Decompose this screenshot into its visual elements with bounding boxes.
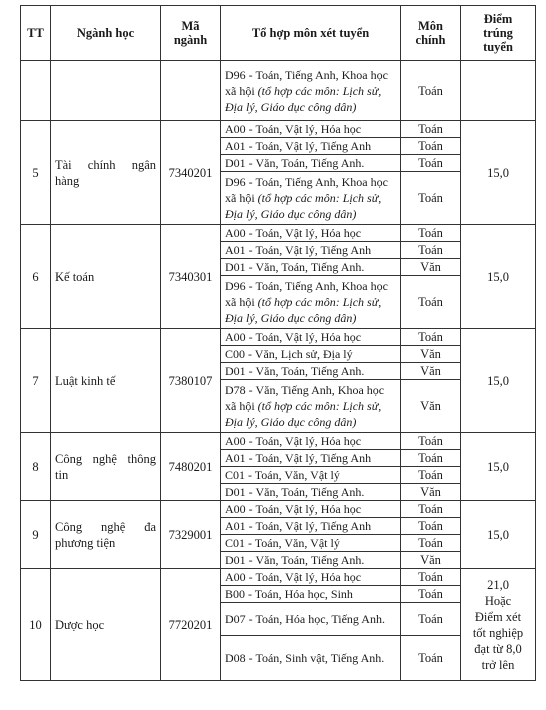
combo-note: (tổ hợp các môn: Lịch sử, Địa lý, Giáo dục công dân) — [225, 191, 382, 221]
admission-score-table — [20, 5, 536, 681]
cell-major-code: 7329001 — [161, 501, 221, 569]
score-line: Điểm xét — [474, 609, 522, 624]
combo-text: D07 - Toán, Hóa học, Tiếng Anh. — [225, 612, 385, 626]
cell-admission-score: 15,0 — [461, 433, 536, 501]
cell-main-subject: Toán — [401, 501, 461, 518]
cell-main-subject: Văn — [401, 363, 461, 380]
table-row — [21, 569, 536, 586]
score-line: tốt nghiệp — [472, 625, 524, 640]
combo-text: A01 - Toán, Vật lý, Tiếng Anh — [225, 243, 372, 257]
combo-text: A00 - Toán, Vật lý, Hóa học — [225, 330, 362, 344]
table-row — [21, 121, 536, 138]
cell-main-subject: Toán — [401, 569, 461, 586]
header-main-subject — [401, 6, 461, 61]
cell-combo — [221, 242, 401, 259]
cell-major-name: Công nghệ đa phương tiện — [51, 501, 161, 569]
header-score-line3: tuyển — [483, 40, 513, 54]
score-line: trở lên — [481, 657, 515, 672]
cell-combo — [221, 636, 401, 681]
combo-text: D96 - Toán, Tiếng Anh, Khoa học xã hội — [225, 175, 388, 205]
cell-main-subject: Toán — [401, 586, 461, 603]
combo-text: A00 - Toán, Vật lý, Hóa học — [225, 502, 362, 516]
cell-major-name: Luật kinh tế — [51, 329, 161, 433]
cell-combo — [221, 121, 401, 138]
header-score-line1: Điểm — [483, 12, 513, 26]
table-row — [21, 225, 536, 242]
cell-main-subject: Toán — [401, 155, 461, 172]
cell-main-subject: Toán — [401, 61, 461, 121]
cell-combo — [221, 603, 401, 636]
cell-main-subject: Toán — [401, 535, 461, 552]
cell-major-code: 7340301 — [161, 225, 221, 329]
table-row — [21, 433, 536, 450]
combo-text: A00 - Toán, Vật lý, Hóa học — [225, 122, 362, 136]
cell-main-subject: Văn — [401, 484, 461, 501]
cell-major-name: Tài chính ngân hàng — [51, 121, 161, 225]
cell-combo — [221, 535, 401, 552]
cell-admission-score — [461, 569, 536, 681]
cell-main-subject: Toán — [401, 329, 461, 346]
cell-main-subject: Toán — [401, 121, 461, 138]
cell-tt: 8 — [21, 433, 51, 501]
combo-text: C01 - Toán, Văn, Vật lý — [225, 468, 340, 482]
cell-combo — [221, 484, 401, 501]
cell-combo — [221, 259, 401, 276]
cell-admission-score: 15,0 — [461, 225, 536, 329]
cell-main-subject: Văn — [401, 346, 461, 363]
header-code-line1: Mã — [181, 19, 200, 33]
cell-main-subject: Toán — [401, 518, 461, 535]
cell-combo — [221, 172, 401, 225]
cell-combo — [221, 276, 401, 329]
combo-note: (tổ hợp các môn: Lịch sử, Địa lý, Giáo dục công dân) — [225, 83, 382, 114]
cell-code-empty — [161, 61, 221, 121]
cell-main-subject: Toán — [401, 450, 461, 467]
cell-combo — [221, 450, 401, 467]
cell-main-subject: Toán — [401, 172, 461, 225]
table-header-row — [21, 6, 536, 61]
cell-score-empty — [461, 61, 536, 121]
cell-major-code: 7380107 — [161, 329, 221, 433]
cell-combo — [221, 552, 401, 569]
cell-main-subject: Toán — [401, 603, 461, 636]
header-tt: TT — [21, 6, 51, 61]
cell-tt: 7 — [21, 329, 51, 433]
score-line: đạt từ 8,0 — [474, 641, 522, 656]
cell-major-name: Kế toán — [51, 225, 161, 329]
combo-text: D01 - Văn, Toán, Tiếng Anh. — [225, 156, 365, 170]
cell-combo — [221, 380, 401, 433]
combo-text: A00 - Toán, Vật lý, Hóa học — [225, 226, 362, 240]
cell-combo — [221, 329, 401, 346]
header-combos: Tổ hợp môn xét tuyển — [221, 6, 401, 61]
cell-combo — [221, 225, 401, 242]
cell-major-empty — [51, 61, 161, 121]
cell-combo — [221, 61, 401, 121]
cell-major-code: 7340201 — [161, 121, 221, 225]
cell-combo — [221, 433, 401, 450]
combo-text: D01 - Văn, Toán, Tiếng Anh. — [225, 260, 365, 274]
cell-admission-score: 15,0 — [461, 501, 536, 569]
combo-text: D01 - Văn, Toán, Tiếng Anh. — [225, 485, 365, 499]
combo-text: D01 - Văn, Toán, Tiếng Anh. — [225, 364, 365, 378]
combo-text: A01 - Toán, Vật lý, Tiếng Anh — [225, 139, 372, 153]
cell-major-name: Dược học — [51, 569, 161, 681]
cell-tt: 9 — [21, 501, 51, 569]
cell-combo — [221, 569, 401, 586]
cell-combo — [221, 467, 401, 484]
cell-combo — [221, 501, 401, 518]
table-row — [21, 501, 536, 518]
combo-text: D08 - Toán, Sinh vật, Tiếng Anh. — [225, 651, 385, 665]
cell-combo — [221, 346, 401, 363]
cell-tt-empty — [21, 61, 51, 121]
combo-text: C00 - Văn, Lịch sử, Địa lý — [225, 347, 353, 361]
combo-text: B00 - Toán, Hóa học, Sinh — [225, 587, 353, 601]
cell-combo — [221, 138, 401, 155]
header-major: Ngành học — [51, 6, 161, 61]
score-line: 21,0 — [487, 577, 509, 592]
cell-main-subject: Văn — [401, 380, 461, 433]
cell-main-subject: Toán — [401, 467, 461, 484]
cell-major-code: 7480201 — [161, 433, 221, 501]
cell-main-subject: Văn — [401, 259, 461, 276]
cell-tt: 10 — [21, 569, 51, 681]
combo-text: C01 - Toán, Văn, Vật lý — [225, 536, 340, 550]
header-score — [461, 6, 536, 61]
cell-tt: 5 — [21, 121, 51, 225]
cell-admission-score: 15,0 — [461, 329, 536, 433]
table-row-continued — [21, 61, 536, 121]
header-main-line2: chính — [415, 33, 446, 47]
combo-text: D96 - Toán, Tiếng Anh, Khoa học xã hội — [225, 67, 388, 98]
table-row — [21, 329, 536, 346]
combo-note: (tổ hợp các môn: Lịch sử, Địa lý, Giáo dục công dân) — [225, 295, 382, 325]
combo-note: (tổ hợp các môn: Lịch sử, Địa lý, Giáo dục công dân) — [225, 399, 382, 429]
cell-main-subject: Toán — [401, 242, 461, 259]
header-code-line2: ngành — [173, 33, 208, 47]
cell-tt: 6 — [21, 225, 51, 329]
cell-combo — [221, 518, 401, 535]
score-line: Hoặc — [484, 593, 512, 608]
combo-text: A01 - Toán, Vật lý, Tiếng Anh — [225, 451, 372, 465]
cell-combo — [221, 363, 401, 380]
header-main-line1: Môn — [418, 19, 443, 33]
header-code — [161, 6, 221, 61]
cell-major-name: Công nghệ thông tin — [51, 433, 161, 501]
cell-main-subject: Văn — [401, 552, 461, 569]
combo-text: A00 - Toán, Vật lý, Hóa học — [225, 434, 362, 448]
combo-text: D78 - Văn, Tiếng Anh, Khoa học xã hội — [225, 383, 385, 413]
cell-main-subject: Toán — [401, 225, 461, 242]
admission-score-table-sheet — [20, 5, 536, 681]
cell-admission-score: 15,0 — [461, 121, 536, 225]
cell-main-subject: Toán — [401, 433, 461, 450]
cell-main-subject: Toán — [401, 636, 461, 681]
header-score-line2: trúng — [483, 26, 513, 40]
cell-combo — [221, 586, 401, 603]
cell-main-subject: Toán — [401, 276, 461, 329]
combo-text: D96 - Toán, Tiếng Anh, Khoa học xã hội — [225, 279, 388, 309]
cell-combo — [221, 155, 401, 172]
combo-text: A01 - Toán, Vật lý, Tiếng Anh — [225, 519, 372, 533]
cell-major-code: 7720201 — [161, 569, 221, 681]
combo-text: D01 - Văn, Toán, Tiếng Anh. — [225, 553, 365, 567]
cell-main-subject: Toán — [401, 138, 461, 155]
combo-text: A00 - Toán, Vật lý, Hóa học — [225, 570, 362, 584]
